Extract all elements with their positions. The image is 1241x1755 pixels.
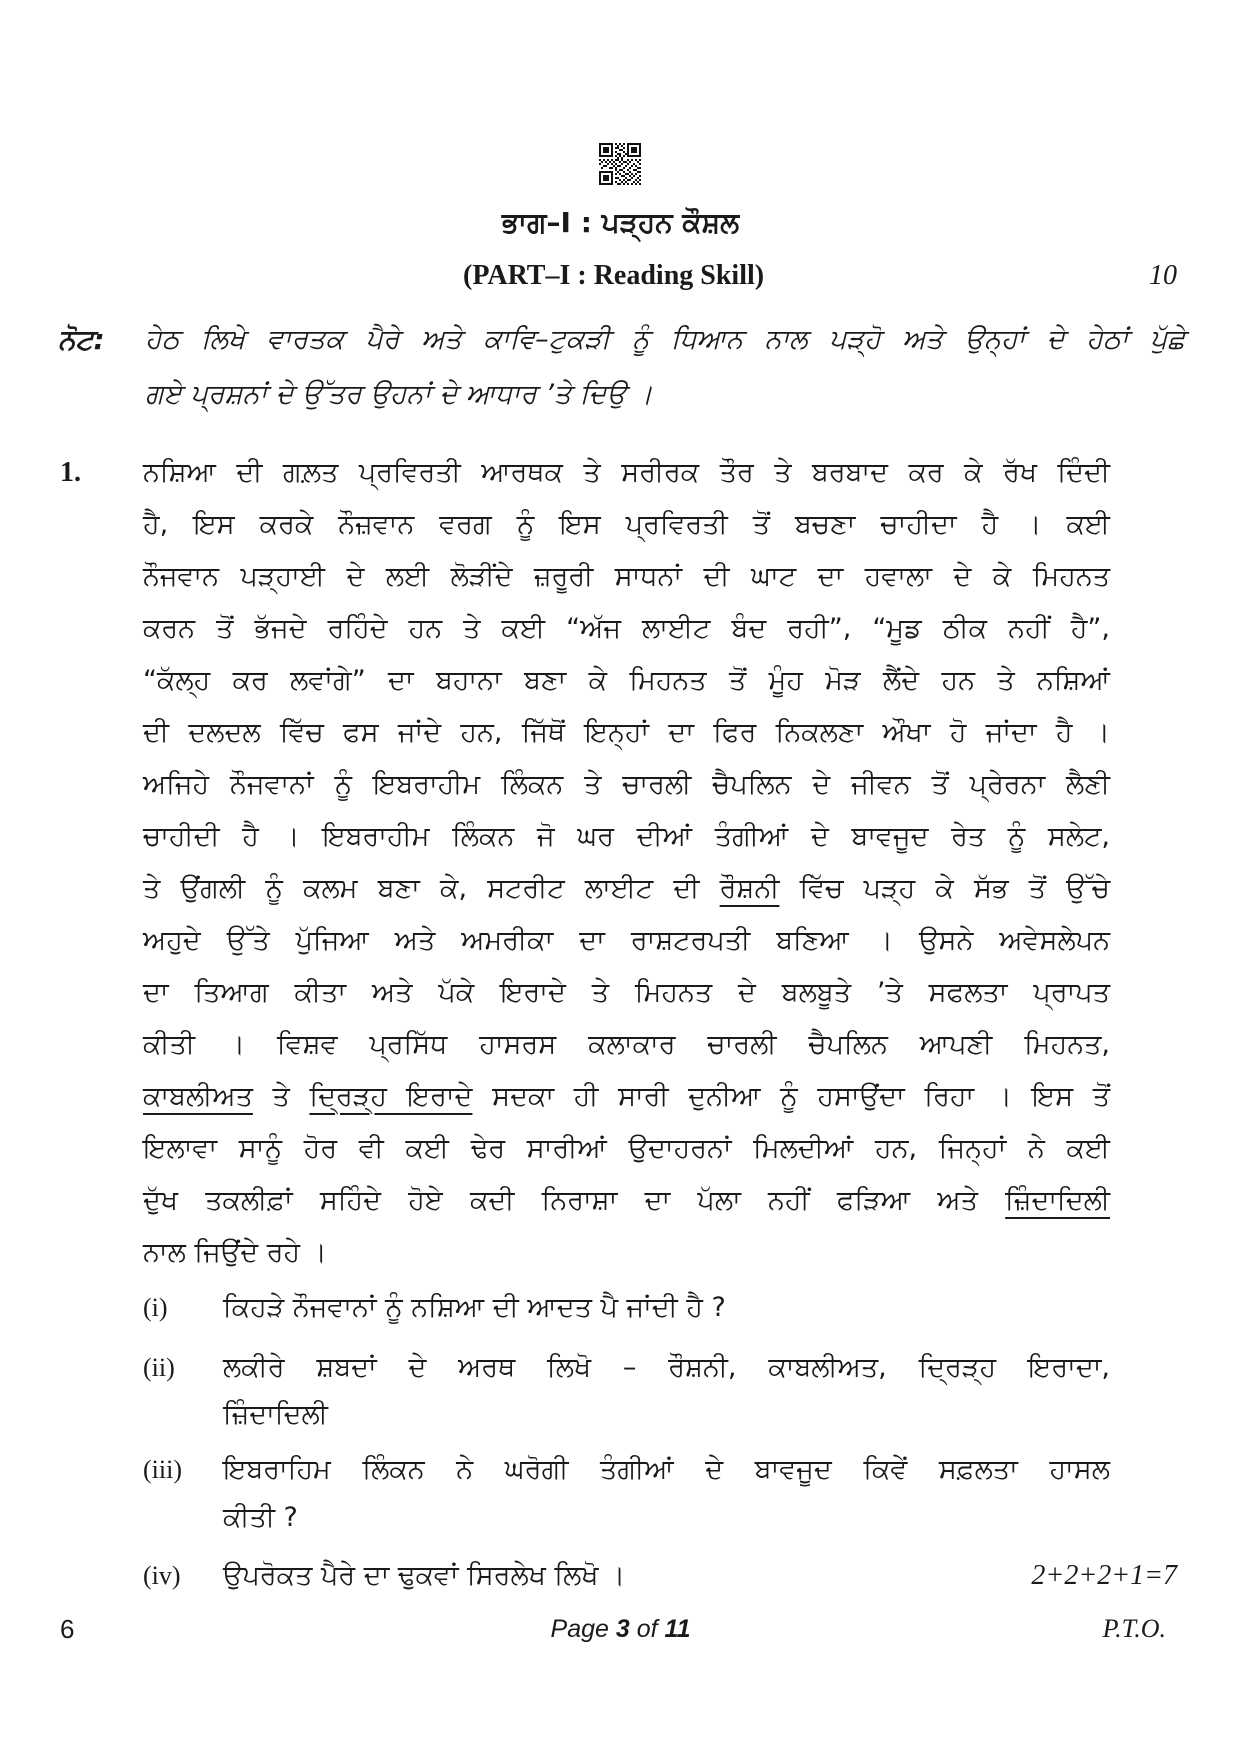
qr-code-icon: [599, 143, 641, 185]
page-of: of: [629, 1615, 665, 1643]
passage-text: ਵਿੱਚ ਪੜ੍ਹ ਕੇ ਸੱਭ ਤੋਂ ਉੱਚੇ: [799, 873, 1110, 904]
question-number: 1.: [60, 457, 81, 488]
passage-text: ਸਦਕਾ ਹੀ ਸਾਰੀ ਦੁਨੀਆ ਨੂੰ ਹਸਾਉਂਦਾ ਰਿਹਾ । ਇਸ ਤੋਂ: [492, 1081, 1111, 1112]
passage-line: ਹੈ, ਇਸ ਕਰਕੇ ਨੌਜ਼ਵਾਨ ਵਰਗ ਨੂੰ ਇਸ ਪ੍ਰਵਿਰਤੀ ਤੋਂ ਬਚਣਾ ਚਾਹੀਦਾ ਹੈ । ਕਈ: [143, 509, 1110, 540]
passage: [143, 447, 1110, 1279]
page-current: 3: [615, 1615, 630, 1643]
passage-line: “ਕੱਲ੍ਹ ਕਰ ਲਵਾਂਗੇ” ਦਾ ਬਹਾਨਾ ਬਣਾ ਕੇ ਮਿਹਨਤ ਤੋਂ ਮੂੰਹ ਮੋੜ ਲੈਂਦੇ ਹਨ ਤੇ ਨਸ਼ਿਆਂ: [143, 665, 1110, 696]
note-label: ਨੋਟ:: [58, 323, 105, 356]
passage-line: ਕੀਤੀ । ਵਿਸ਼ਵ ਪ੍ਰਸਿੱਧ ਹਾਸਰਸ ਕਲਾਕਾਰ ਚਾਰਲੀ ਚੈਪਲਿਨ ਆਪਣੀ ਮਿਹਨਤ,: [143, 1029, 1110, 1060]
passage-line: ਇਲਾਵਾ ਸਾਨੂੰ ਹੋਰ ਵੀ ਕਈ ਢੇਰ ਸਾਰੀਆਂ ਉਦਾਹਰਨਾਂ ਮਿਲਦੀਆਂ ਹਨ, ਜਿਨ੍ਹਾਂ ਨੇ ਕਈ: [143, 1133, 1110, 1164]
passage-line: ਚਾਹੀਦੀ ਹੈ । ਇਬਰਾਹੀਮ ਲਿੰਕਨ ਜੋ ਘਰ ਦੀਆਂ ਤੰਗੀਆਂ ਦੇ ਬਾਵਜੂਦ ਰੇਤ ਨੂੰ ਸਲੇਟ,: [143, 821, 1110, 852]
subquestion-text: ਲਕੀਰੇ ਸ਼ਬਦਾਂ ਦੇ ਅਰਥ ਲਿਖੋ – ਰੌਸ਼ਨੀ, ਕਾਬਲੀਅਤ, ਦ੍ਰਿੜ੍ਹ ਇਰਾਦਾ,: [223, 1352, 1110, 1383]
passage-text: ਤੇ: [272, 1081, 290, 1112]
subquestion-text: ਇਬਰਾਹਿਮ ਲਿੰਕਨ ਨੇ ਘਰੋਗੀ ਤੰਗੀਆਂ ਦੇ ਬਾਵਜੂਦ ਕਿਵੇਂ ਸਫ਼ਲਤਾ ਹਾਸਲ: [223, 1454, 1110, 1485]
subquestion-label: (iii): [143, 1455, 182, 1484]
passage-text: ਦੁੱਖ ਤਕਲੀਫ਼ਾਂ ਸਹਿੰਦੇ ਹੋਏ ਕਦੀ ਨਿਰਾਸ਼ਾ ਦਾ ਪੱਲਾ ਨਹੀਂ ਫੜਿਆ ਅਤੇ: [143, 1185, 978, 1216]
underlined-word: ਰੌਸ਼ਨੀ: [719, 873, 780, 904]
underlined-word: ਜ਼ਿੰਦਾਦਿਲੀ: [1005, 1185, 1110, 1216]
subquestion-text: ਕਿਹੜੇ ਨੌਜਵਾਨਾਂ ਨੂੰ ਨਸ਼ਿਆ ਦੀ ਆਦਤ ਪੈ ਜਾਂਦੀ ਹੈ ?: [223, 1292, 726, 1323]
note-line: ਹੇਠ ਲਿਖੇ ਵਾਰਤਕ ਪੈਰੇ ਅਤੇ ਕਾਵਿ–ਟੁਕੜੀ ਨੂੰ ਧਿਆਨ ਨਾਲ ਪੜ੍ਹੋ ਅਤੇ ਉਨ੍ਹਾਂ ਦੇ ਹੇਠਾਂ ਪੁੱਛੇ: [145, 324, 1185, 355]
passage-line: [143, 1071, 1110, 1123]
pto-label: P.T.O.: [1102, 1614, 1166, 1643]
page-total: 11: [664, 1615, 691, 1643]
subquestion-label: (iv): [143, 1561, 181, 1590]
underlined-word: ਦ੍ਰਿੜ੍ਹ ਇਰਾਦੇ: [309, 1081, 473, 1112]
section-title-punjabi: ਭਾਗ–I : ਪੜ੍ਹਨ ਕੌਸ਼ਲ: [501, 206, 740, 239]
page-prefix: Page: [550, 1615, 616, 1643]
subquestion-label: (i): [143, 1293, 168, 1322]
passage-line: ਨਸ਼ਿਆ ਦੀ ਗਲ਼ਤ ਪ੍ਰਵਿਰਤੀ ਆਰਥਕ ਤੇ ਸਰੀਰਕ ਤੌਰ ਤੇ ਬਰਬਾਦ ਕਰ ਕੇ ਰੱਖ ਦਿੰਦੀ: [143, 457, 1110, 488]
subquestion-text: ਜ਼ਿੰਦਾਦਿਲੀ: [223, 1399, 328, 1430]
subquestion-text: ਕੀਤੀ ?: [223, 1502, 298, 1533]
subquestion-text: ਉਪਰੋਕਤ ਪੈਰੇ ਦਾ ਢੁਕਵਾਂ ਸਿਰਲੇਖ ਲਿਖੋ ।: [223, 1560, 626, 1591]
passage-line: [143, 863, 1110, 915]
passage-line: ਦਾ ਤਿਆਗ ਕੀਤਾ ਅਤੇ ਪੱਕੇ ਇਰਾਦੇ ਤੇ ਮਿਹਨਤ ਦੇ ਬਲਬੂਤੇ ’ਤੇ ਸਫਲਤਾ ਪ੍ਰਾਪਤ: [143, 977, 1110, 1008]
passage-line: [143, 1175, 1110, 1227]
page-number: [0, 1609, 1241, 1649]
subquestion-label: (ii): [143, 1353, 175, 1382]
note-line: ਗਏ ਪ੍ਰਸ਼ਨਾਂ ਦੇ ਉੱਤਰ ਉਹਨਾਂ ਦੇ ਆਧਾਰ ’ਤੇ ਦਿਉ ।: [145, 379, 653, 410]
underlined-word: ਕਾਬਲੀਅਤ: [143, 1081, 253, 1112]
passage-line: ਨਾਲ ਜਿਉਂਦੇ ਰਹੇ ।: [143, 1237, 327, 1268]
marks-breakdown: 2+2+2+1=7: [1031, 1560, 1177, 1591]
passage-line: ਨੌਜਵਾਨ ਪੜ੍ਹਾਈ ਦੇ ਲਈ ਲੋੜੀਂਦੇ ਜ਼ਰੂਰੀ ਸਾਧਨਾਂ ਦੀ ਘਾਟ ਦਾ ਹਵਾਲਾ ਦੇ ਕੇ ਮਿਹਨਤ: [143, 561, 1110, 592]
passage-line: ਅਜਿਹੇ ਨੌਜਵਾਨਾਂ ਨੂੰ ਇਬਰਾਹੀਮ ਲਿੰਕਨ ਤੇ ਚਾਰਲੀ ਚੈਪਲਿਨ ਦੇ ਜੀਵਨ ਤੋਂ ਪ੍ਰੇਰਨਾ ਲੈਣੀ: [143, 769, 1110, 800]
passage-line: ਅਹੁਦੇ ਉੱਤੇ ਪੁੱਜਿਆ ਅਤੇ ਅਮਰੀਕਾ ਦਾ ਰਾਸ਼ਟਰਪਤੀ ਬਣਿਆ । ਉਸਨੇ ਅਵੇਸਲੇਪਨ: [143, 925, 1110, 956]
footer-code: 6: [60, 1614, 75, 1644]
passage-text: ਤੇ ਉਂਗਲੀ ਨੂੰ ਕਲਮ ਬਣਾ ਕੇ, ਸਟਰੀਟ ਲਾਈਟ ਦੀ: [143, 873, 700, 904]
passage-line: ਦੀ ਦਲਦਲ ਵਿੱਚ ਫਸ ਜਾਂਦੇ ਹਨ, ਜਿੱਥੋਂ ਇਨ੍ਹਾਂ ਦਾ ਫਿਰ ਨਿਕਲਣਾ ਔਖਾ ਹੋ ਜਾਂਦਾ ਹੈ ।: [143, 717, 1110, 748]
section-title-english: (PART–I : Reading Skill): [463, 260, 765, 291]
section-marks: 10: [1149, 260, 1177, 291]
passage-line: ਕਰਨ ਤੋਂ ਭੱਜਦੇ ਰਹਿੰਦੇ ਹਨ ਤੇ ਕਈ “ਅੱਜ ਲਾਈਟ ਬੰਦ ਰਹੀ”, “ਮੂਡ ਠੀਕ ਨਹੀਂ ਹੈ”,: [143, 613, 1110, 644]
